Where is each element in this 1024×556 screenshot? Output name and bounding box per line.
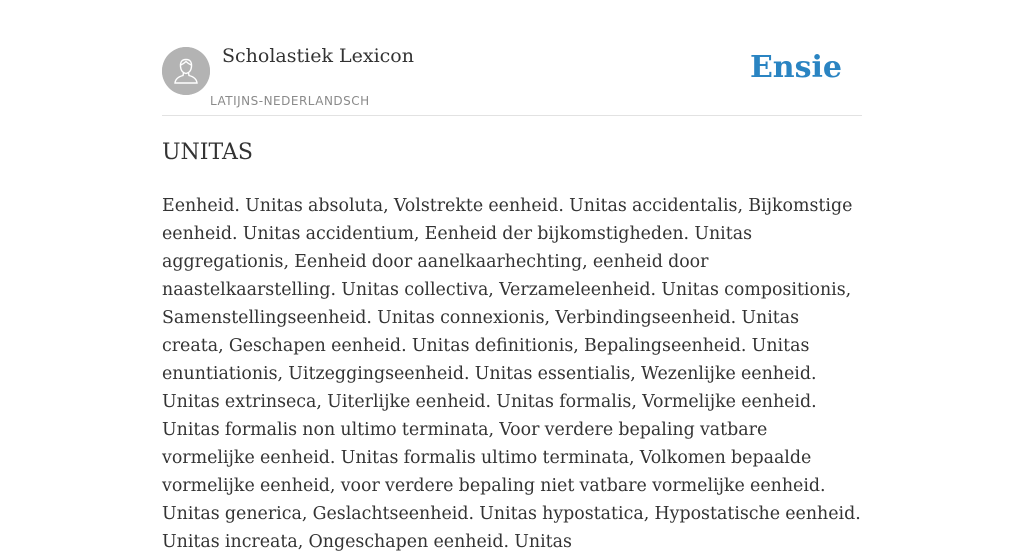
entry-title: UNITAS [162, 140, 253, 165]
lexicon-title[interactable]: Scholastiek Lexicon [222, 45, 414, 67]
lexicon-subtitle: LATIJNS-NEDERLANDSCH [210, 94, 370, 108]
entry-body: Eenheid. Unitas absoluta, Volstrekte eenheid. Unitas accidentalis, Bijkomstige eenheid. Unitas accidentium, Eenheid der bijkomstigheden. Unitas aggregationis, Eenheid door aanelkaarhechting, eenheid door naastelkaarstelling. Unitas collectiva, Verzameleenheid. Unitas compositionis, Samenstellingseenheid. Unitas connexionis, Verbindingseenheid. Unitas creata, Geschapen eenheid. Unitas definitionis, Bepalingseenheid. Unitas enuntiationis, Uitzeggingseenheid. Unitas essentialis, Wezenlijke eenheid. Unitas extrinseca, Uiterlijke eenheid. Unitas formalis, Vormelijke eenheid. Unitas formalis non ultimo terminata, Voor verdere bepaling vatbare vormelijke eenheid. Unitas formalis ultimo terminata, Volkomen bepaalde vormelijke eenheid, voor verdere bepaling niet vatbare vormelijke eenheid. Unitas generica, Geslachtseenheid. Unitas hypostatica, Hypostatische eenheid. Unitas increata, Ongeschapen eenheid. Unitas [162, 196, 861, 552]
brand-logo[interactable]: Ensie [749, 50, 842, 85]
user-icon[interactable] [162, 47, 210, 95]
lexicon-header [162, 0, 862, 116]
